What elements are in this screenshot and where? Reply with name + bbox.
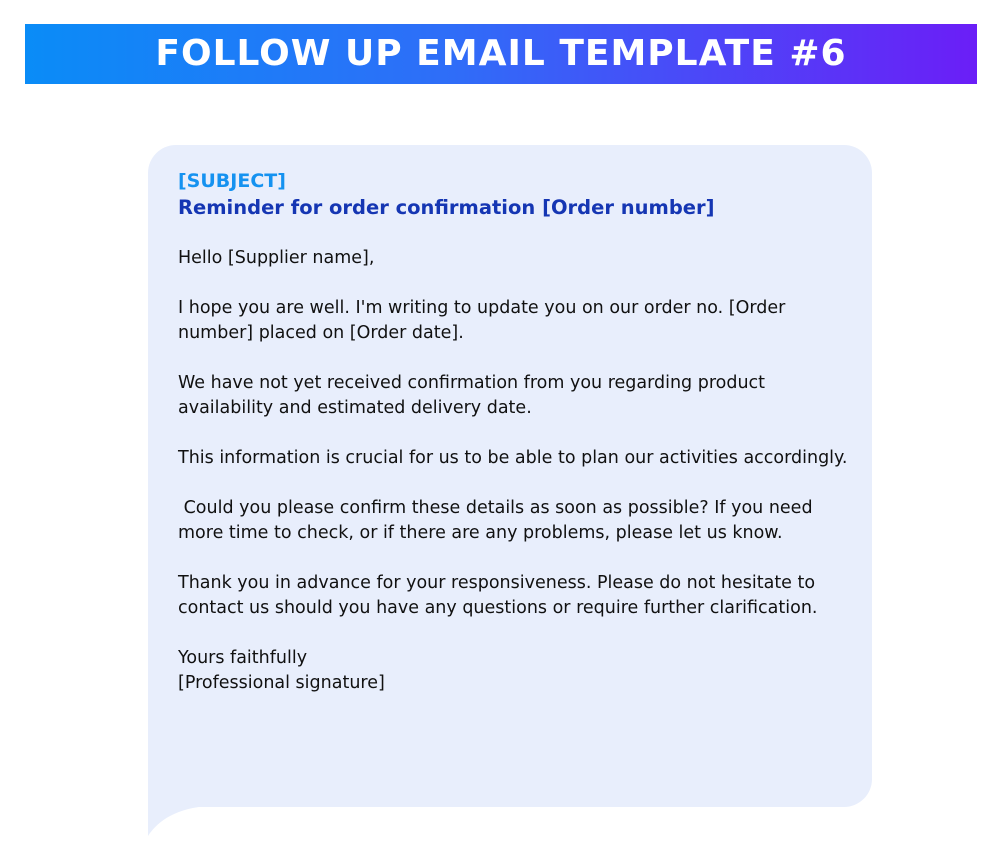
subject-line: Reminder for order confirmation [Order number] xyxy=(178,196,715,219)
title-banner xyxy=(25,24,977,84)
speech-bubble-tail xyxy=(148,780,208,836)
closing: Yours faithfully xyxy=(178,648,308,668)
body-paragraph: Could you please confirm these details as soon as possible? If you need more time to check, or if there are any problems, please let us know. xyxy=(178,498,819,543)
greeting: Hello [Supplier name], xyxy=(178,248,375,268)
signature: [Professional signature] xyxy=(178,673,385,693)
banner-title: FOLLOW UP EMAIL TEMPLATE #6 xyxy=(155,33,847,74)
body-paragraph: Thank you in advance for your responsiveness. Please do not hesitate to contact us should you have any questions or require further clarification. xyxy=(178,573,821,618)
email-body xyxy=(178,168,858,696)
subject-tag: [SUBJECT] xyxy=(178,170,286,192)
body-paragraph: I hope you are well. I'm writing to update you on our order no. [Order number] placed on [Order date]. xyxy=(178,298,791,343)
body-paragraph: This information is crucial for us to be able to plan our activities accordingly. xyxy=(178,448,848,468)
body-paragraph: We have not yet received confirmation from you regarding product availability and estimated delivery date. xyxy=(178,373,771,418)
